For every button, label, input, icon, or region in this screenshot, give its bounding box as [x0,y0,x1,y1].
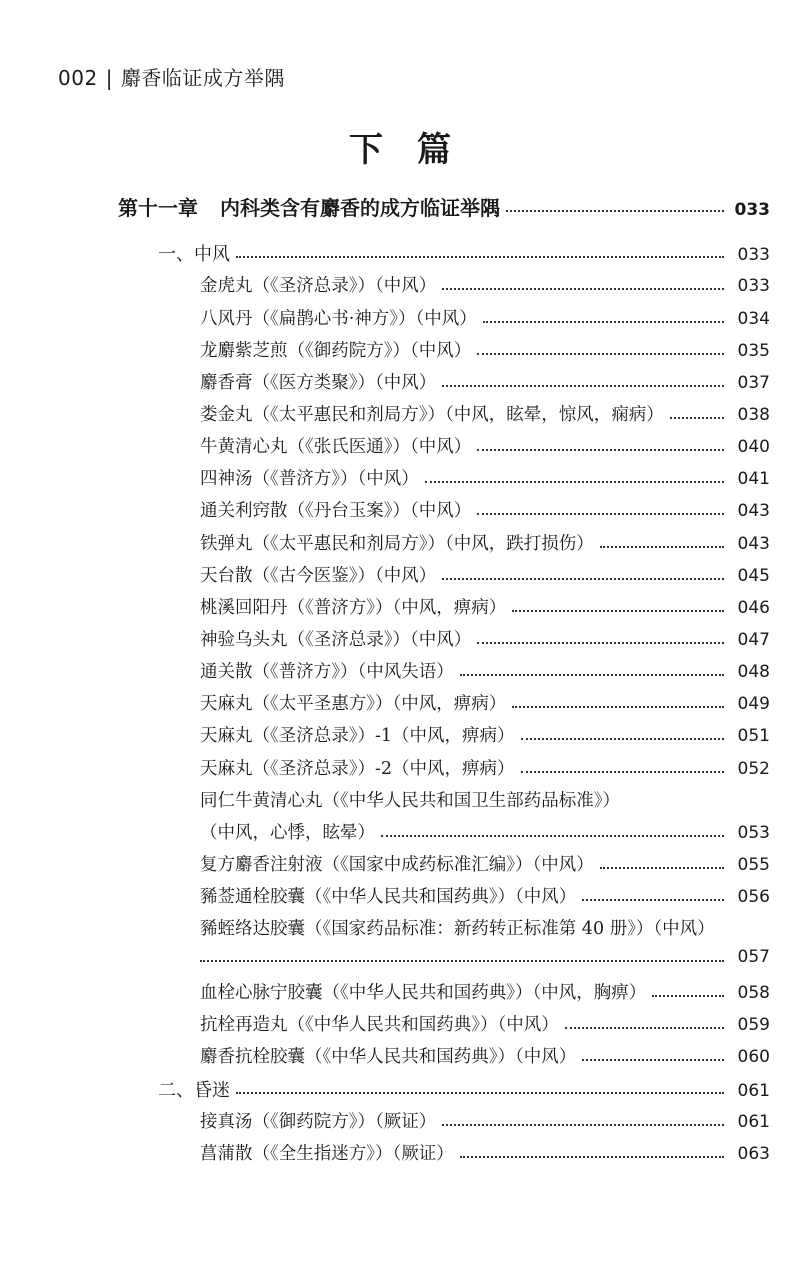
entry-page-number: 048 [737,662,770,682]
dot-leader [506,210,724,212]
entry-page-number: 056 [737,887,770,907]
dot-leader [477,513,724,515]
entry-page-number: 041 [737,469,770,489]
entry-title: 铁弹丸（《太平惠民和剂局方》）（中风，跌打损伤） [200,534,594,554]
dot-leader [442,288,724,290]
toc-entry-row[interactable] [200,433,770,458]
dot-leader [200,960,724,962]
dot-leader [477,449,724,451]
toc-entry-row[interactable] [200,337,770,362]
toc-entry-row[interactable] [200,851,770,876]
entry-title-line1: 豨蛭络达胶囊（《国家药品标准：新药转正标准第 40 册》）（中风） [200,919,715,939]
part-title-char-1: 下 [349,130,383,170]
dot-leader [477,353,724,355]
toc-entry-row[interactable] [200,819,770,844]
entry-title: 八风丹（《扁鹊心书·神方》）（中风） [200,309,477,329]
toc-entry-row[interactable] [200,530,770,555]
dot-leader [460,1156,724,1158]
dot-leader [512,706,724,708]
entry-page-number: 043 [737,501,770,521]
toc-entry-row[interactable] [200,755,770,780]
chapter-heading [118,192,500,221]
toc-entry-row[interactable] [200,722,770,747]
entry-title: 四神汤（《普济方》）（中风） [200,469,419,489]
toc-entry-row[interactable] [200,465,770,490]
entry-page-number: 040 [737,437,770,457]
toc-entry-row[interactable] [200,369,770,394]
dot-leader [600,546,724,548]
entry-title: 娄金丸（《太平惠民和剂局方》）（中风，眩晕，惊风，痫病） [200,405,664,425]
toc-entry-row[interactable] [200,272,770,297]
section-title: 二、昏迷 [158,1080,230,1101]
entry-page-number: 038 [737,405,770,425]
dot-leader [600,867,724,869]
dot-leader [477,642,724,644]
entry-title: 抗栓再造丸（《中华人民共和国药典》）（中风） [200,1015,559,1035]
entry-page-number: 045 [737,566,770,586]
dot-leader [582,899,724,901]
entry-title: 通关散（《普济方》）（中风失语） [200,662,454,682]
dot-leader [425,481,724,483]
chapter-page-number: 033 [734,200,770,220]
toc-entry-row[interactable] [200,658,770,683]
entry-page-number: 049 [737,694,770,714]
toc-section-row[interactable] [158,240,770,266]
entry-page-number: 057 [737,947,770,967]
entry-page-number: 046 [737,598,770,618]
header-separator: | [105,66,113,90]
toc-entry-row[interactable] [200,690,770,715]
entry-page-number: 034 [737,309,770,329]
entry-page-number: 059 [737,1015,770,1035]
section-page-number: 061 [737,1081,770,1101]
entry-title: 天麻丸（《圣济总录》）-2（中风，痹病） [200,759,515,779]
entry-title: 牛黄清心丸（《张氏医通》）（中风） [200,437,472,457]
entry-title: 天台散（《古今医鉴》）（中风） [200,566,437,586]
entry-title: 菖蒲散（《全生指迷方》）（厥证） [200,1144,454,1164]
toc-section-row[interactable] [158,1076,770,1102]
section-title: 一、中风 [158,244,230,265]
dot-leader [582,1059,724,1061]
entry-page-number: 052 [737,759,770,779]
entry-page-number: 033 [737,276,770,296]
entry-title: 天麻丸（《圣济总录》）-1（中风，痹病） [200,726,515,746]
entry-title: 金虎丸（《圣济总录》）（中风） [200,276,437,296]
entry-title: 桃溪回阳丹（《普济方》）（中风，痹病） [200,598,507,618]
dot-leader [381,835,724,837]
part-title-char-2: 篇 [417,130,451,170]
toc-entry-row[interactable] [200,947,770,967]
toc-entry-row[interactable] [200,1108,770,1133]
entry-title: 接真汤（《御药院方》）（厥证） [200,1112,437,1132]
entry-page-number: 047 [737,630,770,650]
entry-title: 神验乌头丸（《圣济总录》）（中风） [200,630,472,650]
chapter-number: 第十一章 [118,196,198,220]
entry-title: 麝香膏（《医方类聚》）（中风） [200,373,437,393]
toc-entry-row[interactable] [200,1011,770,1036]
entry-page-number: 055 [737,855,770,875]
dot-leader [483,321,724,323]
toc-entry-row[interactable] [200,594,770,619]
toc-entry-row[interactable] [200,562,770,587]
chapter-title: 内科类含有麝香的成方临证举隅 [220,196,500,220]
dot-leader [565,1027,724,1029]
part-title [0,122,800,171]
entry-title: 麝香抗栓胶囊（《中华人民共和国药典》）（中风） [200,1047,577,1067]
entry-page-number: 053 [737,823,770,843]
entry-page-number: 051 [737,726,770,746]
section-page-number: 033 [737,245,770,265]
dot-leader [652,995,724,997]
dot-leader [442,578,724,580]
entry-title: 龙麝紫芝煎（《御药院方》）（中风） [200,341,472,361]
dot-leader [442,1124,724,1126]
dot-leader [460,674,724,676]
toc-chapter-row[interactable] [118,192,770,221]
toc-entry-row[interactable] [200,1140,770,1165]
toc-entry-row[interactable] [200,626,770,651]
toc-entry-row[interactable] [200,497,770,522]
entry-page-number: 037 [737,373,770,393]
header-page-number: 002 [58,66,98,90]
entry-title: 豨莶通栓胶囊（《中华人民共和国药典》）（中风） [200,887,577,907]
running-header [58,62,285,91]
dot-leader [521,771,724,773]
entry-page-number: 035 [737,341,770,361]
dot-leader [512,610,724,612]
dot-leader [670,417,724,419]
dot-leader [521,738,724,740]
entry-page-number: 061 [737,1112,770,1132]
entry-title-line1: 同仁牛黄清心丸（《中华人民共和国卫生部药品标准》） [200,791,620,811]
entry-title: 复方麝香注射液（《国家中成药标准汇编》）（中风） [200,855,594,875]
dot-leader [442,385,724,387]
entry-title: 通关利窍散（《丹台玉案》）（中风） [200,501,472,521]
entry-page-number: 043 [737,534,770,554]
entry-page-number: 060 [737,1047,770,1067]
toc-entry-row[interactable] [200,401,770,426]
header-book-title: 麝香临证成方举隅 [120,66,285,90]
entry-title: 血栓心脉宁胶囊（《中华人民共和国药典》）（中风，胸痹） [200,983,647,1003]
toc-entry-row[interactable] [200,883,770,908]
entry-page-number: 058 [737,983,770,1003]
entry-page-number: 063 [737,1144,770,1164]
dot-leader [236,1092,724,1094]
toc-entry-row[interactable] [200,305,770,330]
entry-title: （中风，心悸，眩晕） [200,823,375,843]
toc-entry-row[interactable] [200,1043,770,1068]
dot-leader [236,256,724,258]
entry-title: 天麻丸（《太平圣惠方》）（中风，痹病） [200,694,507,714]
toc-entry-row[interactable] [200,979,770,1004]
